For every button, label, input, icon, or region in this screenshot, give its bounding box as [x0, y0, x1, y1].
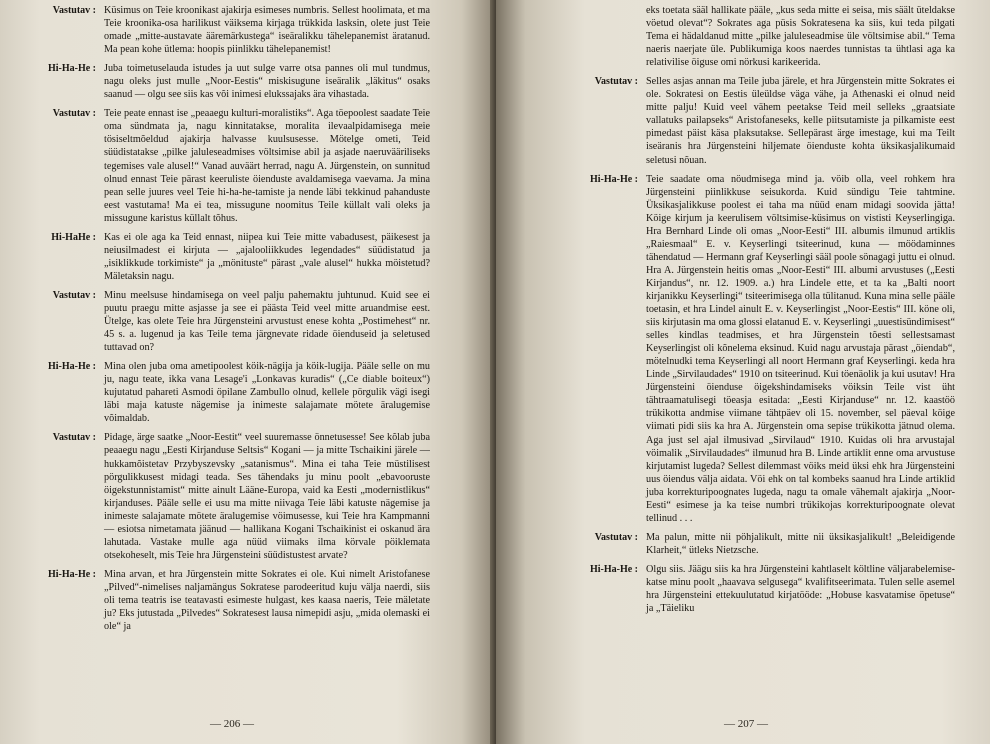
dialogue-entry — [540, 75, 955, 166]
dialogue-text: Minu meelsuse hindamisega on veel palju pahemaktu juhtunud. Kuid see ei puutu praegu mitte asjasse ja see ei päästa Teid veel mitte aruandmise eest. Ütelge, kas olete Teie hra Jürgensteini arvustust enese kohta „Postimehest“ nr. 45 s. a. lugenud ja kas Teile tema järgnevate ridade öienduseid ja seletused tuttavad on? — [104, 289, 430, 354]
speaker-label: Hi-Ha-He : — [589, 563, 638, 575]
dialogue-entry — [540, 4, 955, 69]
dialogue-entry — [30, 360, 430, 425]
dialogue-text: Olgu siis. Jäägu siis ka hra Jürgensteini kahtlaselt költline väljarabelemise-katse minu poolt „haavava selgusega“ kvalifitseerimata. Tulen selle asemel hra Jürgensteini ettekuulutatud kirjatööde: „Hobuse kasvatamise öpetuse“ ja „Täieliku — [646, 563, 955, 615]
dialogue-text: Mina olen juba oma ametipoolest köik-nägija ja köik-lugija. Pääle selle on mu ju, nagu teate, ikka vana Lesage'i „Lonkavas kuradis“ („Ce diable boiteux“) kujutatud pahareti Asmodi öpilane Zambullo olnud, kellele pörgulik vägi isegi läbi maja katuste nägemise ja inimeste salajamate mötete äralugemise võimaldab. — [104, 361, 430, 425]
dialogue-entry — [30, 62, 430, 101]
dialogue-text: Pidage, ärge saatke „Noor-Eestit“ veel suuremasse önnetusesse! See kõlab juba peaaegu nagu „Eesti Kirjanduse Seltsis“ Kogani — ja mitte Tschaikini järele — hukkamõistetav Przybyszevsky „satanismus“. Mina ei taha Teie müstilisest pörgulikkusest midagi teada. Ses tähendaks ju minu poolt „ebavooruste öigekstunnistamist“ mitte ainult Lääne-Europa, vaid ka Eesti „modernistlikus“ kirjanduses. Pääle selle ei usu ma mitte niivaga Teie läbi katuste nägemise ja inimeste salajamate mötete äralugemise vöimusesse, kui Teie hra Kampmanni — esiotsa nimetamata jäänud — hallikana Kogani Tschaikinist ei oskanud ära lahutada. Vastake mulle aga nüüd viimaks ilma körvale pöiklemata otsekoheselt, mis Teie hra Jürgensteini süüdistustest arvate? — [104, 432, 430, 561]
dialogue-entry — [30, 4, 430, 56]
speaker-label: Vastutav : — [594, 76, 638, 88]
left-column — [30, 4, 430, 633]
dialogue-text: Mina arvan, et hra Jürgenstein mitte Sokrates ei ole. Kui nimelt Aristofanese „Pilved“-nimelises naljamängus Sokratese parodeeritud kuju välja naerdi, siis oli tema teatris ise teatavasti esimeste hulgast, kes kaasa naeris, Teie mäletate ju? Eks jutustada „Pilvedes“ Sokratesest lausa nimepidi asju, „mida olemaski ei ole“ ja — [104, 568, 430, 633]
right-page — [496, 0, 990, 744]
dialogue-text: Teie peate ennast ise „peaaegu kulturi-moralistiks“. Aga töepoolest saadate Teie oma sündmata ja, nagu kinnitatakse, moralita ilevaalpidamisega meie tösiseltmõeldud ajakirja halvasse kuulsusesse. Mötelge ometi, Teid süüdistatakse „pilke jaluleseadmises völtsimise abil ja asjade naeruvääriliseks tegemises vale alusel!“ Vanad auväärt herrad, nagu A. Jürgenstein, on sunnitud olnud ennast Teie pärast keeruliste öienduste avaldamisega vaevama. Ja mina pean selle juures veel Teie hi-ha-he-tamiste ja nende läbi tekkinud pahanduste eest vastutama! Ma ei tea, missugune noomitus Teile küllalt vali oleks ja missugune karistus küllalt tõhus. — [104, 108, 430, 224]
speaker-label: Vastutav : — [52, 108, 96, 120]
dialogue-text: Kas ei ole aga ka Teid ennast, niipea kui Teie mitte vabadusest, päikesest ja neiusilmadest ei kirjuta — „ajalooliikkudes legendades“ süüdistatud ja „isiklikkude torkimiste“ ja „mönituste“ pärast „vale alusel“ hukka möistetud? Mäletaksin nagu. — [104, 231, 430, 282]
page-number-right: — 207 — — [724, 718, 768, 730]
dialogue-entry — [540, 173, 955, 525]
speaker-label: Vastutav : — [52, 5, 96, 16]
dialogue-entry — [30, 231, 430, 283]
dialogue-text: Küsimus on Teie kroonikast ajakirja esimeses numbris. Sellest hoolimata, et ma Teie kroonika-osa harilikust väiksema kirjaga trükkida lasksin, olete just Teie omade „mitte-austavate ääremärkustega“ iseäralikku tähelepanemist äratanud. Ma pean kohe ütlema: hoopis piinlikku tähelepanemist! — [104, 5, 430, 56]
speaker-label: Vastutav : — [594, 531, 638, 543]
dialogue-text: Ma palun, mitte nii pöhjalikult, mitte nii üksikasjalikult! „Beleidigende Klarheit,“ ütleks Nietzsche. — [646, 531, 955, 556]
dialogue-text: eks toetata sääl hallikate pääle, „kus seda mitte ei seisa, mis säält üteldakse vöetud olevat“? Sokrates aga püsis Sokratesena ka siis, kui teda pilgati Tema ei hädaldanud mitte „pilke jaluleseadmise üle völtsimise abil.“ Tema naeris naerjate üle. Publikumiga koos naerdes tunnistas ta ühtlasi aga ka relativilise öiguse omi nörkusi karikeerida. — [646, 5, 955, 69]
dialogue-entry — [30, 107, 430, 224]
speaker-label — [540, 4, 646, 69]
speaker-label: Hi-Ha-He : — [47, 568, 96, 580]
speaker-label: Hi-HaHe : — [51, 231, 96, 243]
speaker-label: Hi-Ha-He : — [589, 173, 638, 185]
speaker-label: Hi-Ha-He : — [47, 361, 96, 373]
dialogue-text: Selles asjas annan ma Teile juba järele, et hra Jürgenstein mitte Sokrates ei ole. Sokratesi on Eestis üleüldse väga vähe, ja Athenaski ei olnud neid mitte palju! Kuid veel vähem peetakse Teid meil selleks „graatsiate vallatuks pailapseks“ Aristofaneseks, kelle piitsutamiste ja pilkamiste eest pimedast päist käsa plaksutakse. Sellepärast ärge imestage, kui ma Teilt iseäranis hra Jürgensteini hiljemate öienduste kohta üksikasjalikumaid seletusi nõuan. — [646, 76, 955, 166]
right-column — [540, 4, 955, 615]
dialogue-entry — [30, 568, 430, 633]
speaker-label: Hi-Ha-He : — [47, 63, 96, 75]
dialogue-entry — [30, 431, 430, 561]
dialogue-text: Juba toimetuselauda istudes ja uut sulge varre otsa pannes oli mul tundmus, nagu oleks just mulle „Noor-Eestis“ miskisugune iseäralik „läkitus“ osaks saanud — olgu see siis kas või inimesi elukssajaks ära vihastada. — [104, 63, 430, 101]
dialogue-entry — [540, 531, 955, 557]
speaker-label: Vastutav : — [52, 432, 96, 444]
dialogue-entry — [30, 289, 430, 354]
dialogue-entry — [540, 563, 955, 615]
speaker-label: Vastutav : — [52, 289, 96, 301]
page-number-left: — 206 — — [210, 718, 254, 730]
dialogue-text: Teie saadate oma nöudmisega mind ja. vöib olla, veel rohkem hra Jürgensteini piinlikkuse seisukorda. Kuid sündigu Teie tahtmine. Üksikasjalikkuse poolest ei taha ma nüüd enam midagi soovida jätta! Köige kirjum ja keerulisem völtsimise-küsimus on vististi Keyserlingiga. Hra Bernhard Linde oli omas „Noor-Eesti“ III. albumis ilmunud artiklis „Raiesmaal“ E. v. Keyserlingi tsiteerinud, kuna — möödaminnes tähendatud — Hermann graf Keyserlingi sääl poole sönagagi juttu ei olnud. Hra A. Jürgenstein heitis omas „Noor-Eesti“ III. albumi arvustuses („Eesti Kirjandus“, nr. 12. 1909. a.) hra Lindele ette, et ta ka „Balti noort kirjanikku Keyserlingi“ tsiteerimisega olla tülitanud. Kuna mina selle pääle toetasin, et hra Lindel ainult E. v. Keyserlingist „Noor-Eestis“ III. köne oli, siis kirjutasin ma oma glossi elatanud E. v. Keyserlingi „uuestisündimisest“ selles kindlas teadmises, et hra Jürgenstein tõesti sellestsamast Keyserlingist oli kõnelema eksinud. Kuid nagu arvustaja pärast „öiendab“, mötelnudki tema Keyserlingi all noort Hermann graf Keyserlingi. keda hra Linde „Sirvilaudades“ 1910 on tsiteerinud. Kui töenäolik ja kui usutav! Hra Jürgensteini öienduse öigekshindamiseks vöiksin Teile vist üht tähtraamatulisegi töeasja esitada: „Eesti Kirjanduse“ nr. 12. kaastöö trükikotta andmise viimane tähtpäev oli 15. november, sel päeval köige viimati pidi siis ka hra A. Jürgenstein oma sepise trükikotta jätnud olema. Aga just sel ajal ilmusivad „Sirvilaud“ 1910. Kuidas oli hra arvustajal vöimalik „Sirvilaudades“ ilmunud hra B. Linde artiklit enne oma arvustuse kirjutamist lugeda? Sellest dilemmast vöiks meid üksi ehk hra Jürgensteini uus öiendus välja aidata. Vöi ehk on tal kombeks saanud hra Linde artiklid juba korrekturipoognates lugeda, nagu ta omale vähemalt ajakirja „Noor-Eesti“ esimese ja ka teise numbri trükikojas korrekturipoognate olevat tellinud . . . — [646, 173, 955, 524]
